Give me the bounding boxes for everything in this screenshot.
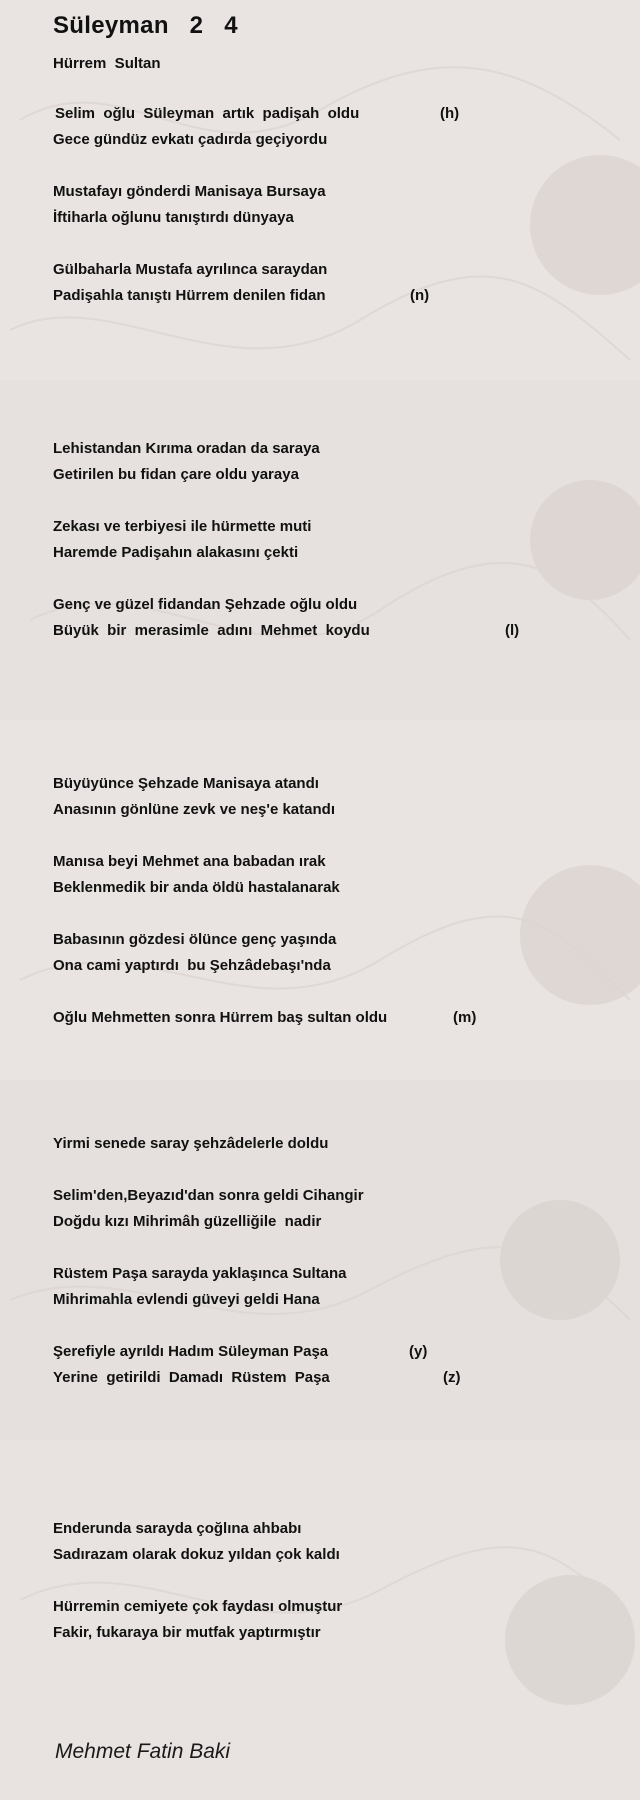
rhyme-tag: (n) [410, 287, 430, 304]
poem-line: Fakir, fukaraya bir mutfak yaptırmıştır [53, 1624, 321, 1641]
poem-line: Selim'den,Beyazıd'dan sonra geldi Cihangir [53, 1187, 364, 1204]
poem-line: Büyük bir merasimle adını Mehmet koydu (l) [53, 622, 520, 639]
poem-line: Babasının gözdesi ölünce genç yaşında [53, 931, 337, 948]
poem-line: Genç ve güzel fidandan Şehzade oğlu oldu [53, 596, 358, 613]
poem-line: Şerefiyle ayrıldı Hadım Süleyman Paşa (y) [53, 1343, 428, 1360]
poem-line: Selim oğlu Süleyman artık padişah oldu (h) [55, 105, 460, 122]
poem-line: İftiharla oğlunu tanıştırdı dünyaya [53, 209, 294, 226]
poem-line: Büyüyünce Şehzade Manisaya atandı [53, 775, 319, 792]
poem-line: Padişahla tanıştı Hürrem denilen fidan (n) [53, 287, 430, 304]
poem-line: Beklenmedik bir anda öldü hastalanarak [53, 879, 340, 896]
poem-line: Oğlu Mehmetten sonra Hürrem baş sultan oldu (m) [53, 1009, 477, 1026]
poem-line: Zekası ve terbiyesi ile hürmette muti [53, 518, 312, 535]
poem-line: Mihrimahla evlendi güveyi geldi Hana [53, 1291, 320, 1308]
rhyme-tag: (l) [505, 622, 520, 639]
poem-line: Sadırazam olarak dokuz yıldan çok kaldı [53, 1546, 340, 1563]
poem-line: Doğdu kızı Mihrimâh güzelliğile nadir [53, 1213, 322, 1230]
poem-line: Mustafayı gönderdi Manisaya Bursaya [53, 183, 326, 200]
poem-line: Haremde Padişahın alakasını çekti [53, 544, 299, 561]
poem-line: Yerine getirildi Damadı Rüstem Paşa (z) [53, 1369, 461, 1386]
poem-line: Hürremin cemiyete çok faydası olmuştur [53, 1598, 343, 1615]
poem-line: Gece gündüz evkatı çadırda geçiyordu [53, 131, 328, 148]
rhyme-tag: (z) [443, 1369, 461, 1386]
poem-title: Süleyman 2 4 [53, 12, 238, 39]
rhyme-tag: (y) [409, 1343, 428, 1360]
poem-line: Lehistandan Kırıma oradan da saraya [53, 440, 320, 457]
rhyme-tag: (m) [453, 1009, 477, 1026]
poem-line: Manısa beyi Mehmet ana babadan ırak [53, 853, 326, 870]
poem-line: Anasının gönlüne zevk ve neş'e katandı [53, 801, 335, 818]
poem-subtitle: Hürrem Sultan [53, 55, 161, 72]
poem-line: Gülbaharla Mustafa ayrılınca saraydan [53, 261, 328, 278]
poem-line: Ona cami yaptırdı bu Şehzâdebaşı'nda [53, 957, 331, 974]
rhyme-tag: (h) [440, 105, 460, 122]
poem-line: Getirilen bu fidan çare oldu yaraya [53, 466, 299, 483]
poem-line: Enderunda sarayda çoğlına ahbabı [53, 1520, 302, 1537]
poem-line: Yirmi senede saray şehzâdelerle doldu [53, 1135, 329, 1152]
poem-line: Rüstem Paşa sarayda yaklaşınca Sultana [53, 1265, 347, 1282]
author-name: Mehmet Fatin Baki [55, 1740, 231, 1763]
